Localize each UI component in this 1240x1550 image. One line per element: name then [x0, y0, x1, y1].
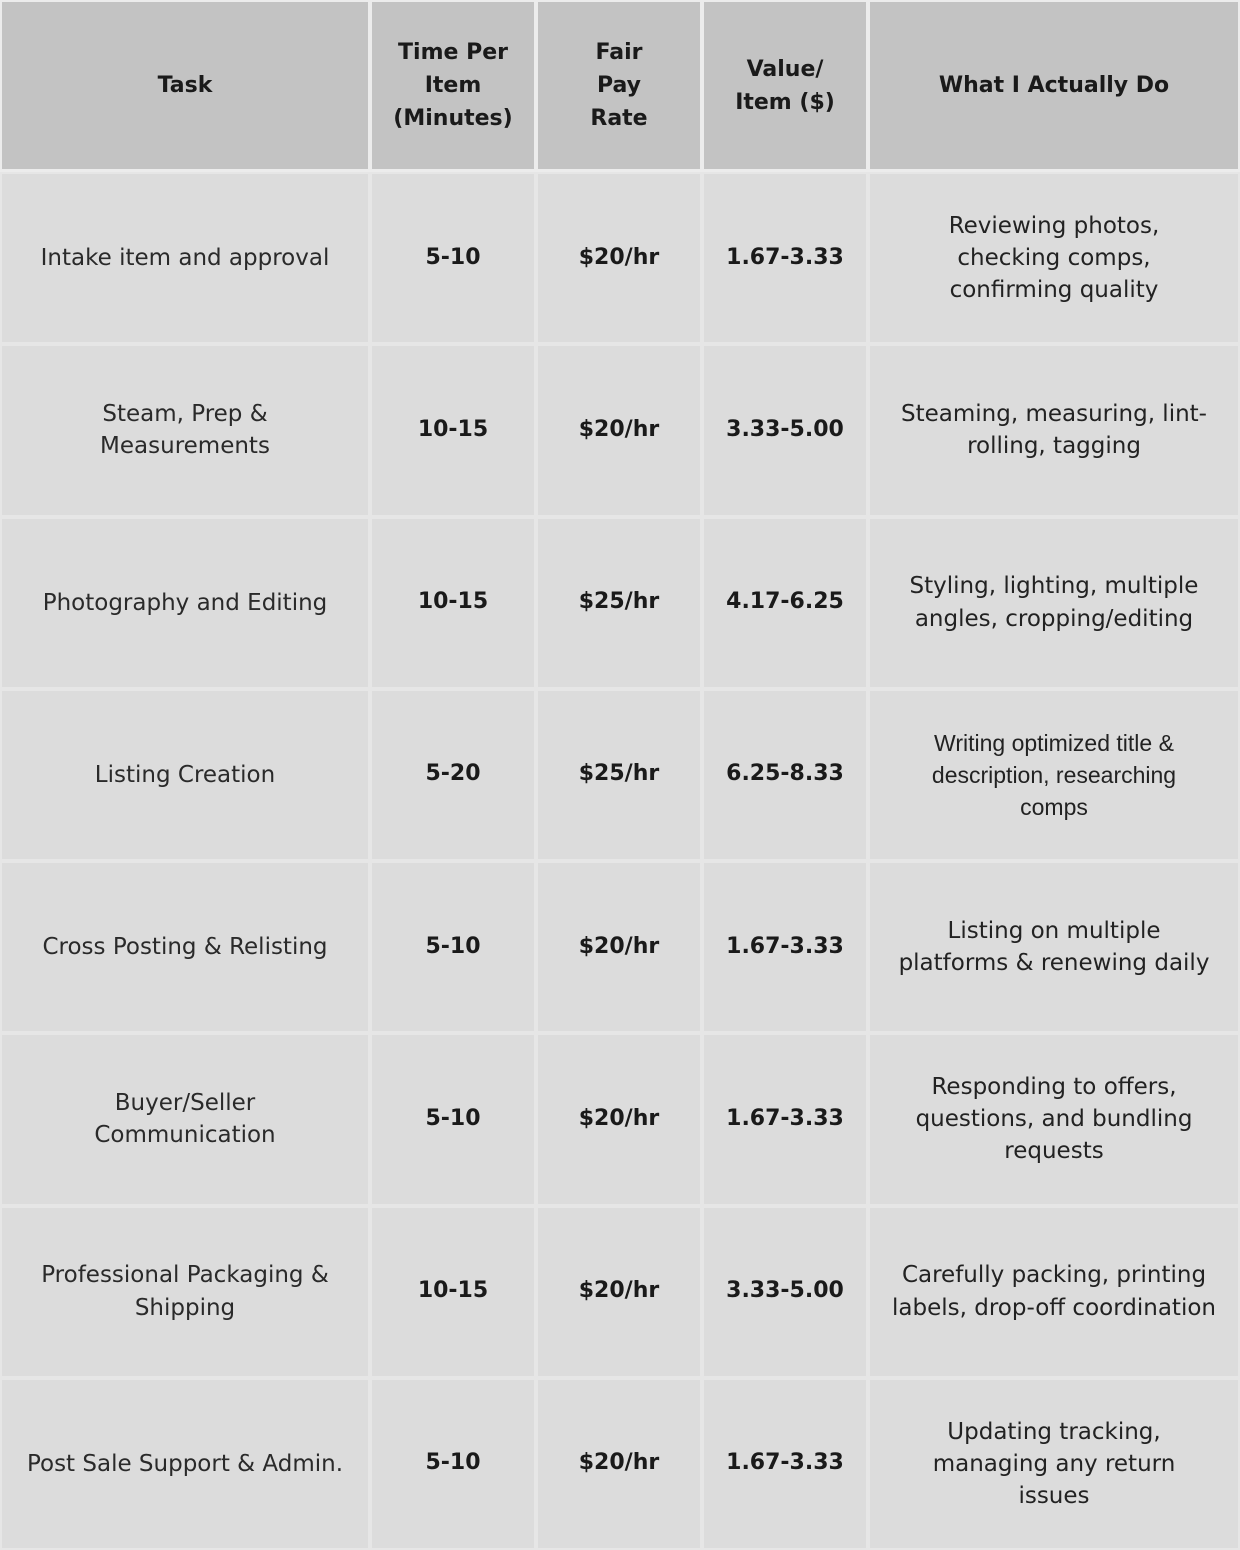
cell-time: 10-15 — [370, 1206, 536, 1378]
cell-actual: Steaming, measuring, lint-rolling, tagging — [868, 344, 1240, 516]
cell-value: 3.33-5.00 — [702, 344, 868, 516]
cell-value: 1.67-3.33 — [702, 861, 868, 1033]
cell-value: 1.67-3.33 — [702, 172, 868, 344]
cell-actual: Styling, lighting, multiple angles, cropping/editing — [868, 517, 1240, 689]
cell-time: 10-15 — [370, 517, 536, 689]
cell-rate: $20/hr — [536, 1206, 702, 1378]
cell-time: 5-10 — [370, 1378, 536, 1550]
cell-rate: $25/hr — [536, 517, 702, 689]
cell-task: Professional Packaging & Shipping — [0, 1206, 370, 1378]
cell-actual: Carefully packing, printing labels, drop-off coordination — [868, 1206, 1240, 1378]
header-what-i-actually-do: What I Actually Do — [868, 0, 1240, 172]
cell-value: 3.33-5.00 — [702, 1206, 868, 1378]
cell-value: 1.67-3.33 — [702, 1033, 868, 1205]
cell-rate: $20/hr — [536, 861, 702, 1033]
cell-time: 5-10 — [370, 861, 536, 1033]
cell-rate: $25/hr — [536, 689, 702, 861]
cell-rate: $20/hr — [536, 1033, 702, 1205]
cell-rate: $20/hr — [536, 344, 702, 516]
header-value-per-item: Value/ Item ($) — [702, 0, 868, 172]
cell-task: Steam, Prep & Measurements — [0, 344, 370, 516]
cell-actual: Responding to offers, questions, and bundling requests — [868, 1033, 1240, 1205]
cell-value: 1.67-3.33 — [702, 1378, 868, 1550]
cell-time: 5-20 — [370, 689, 536, 861]
cell-time: 10-15 — [370, 344, 536, 516]
cell-value: 4.17-6.25 — [702, 517, 868, 689]
cell-task: Buyer/Seller Communication — [0, 1033, 370, 1205]
cell-task: Cross Posting & Relisting — [0, 861, 370, 1033]
cell-actual: Updating tracking, managing any return issues — [868, 1378, 1240, 1550]
cell-rate: $20/hr — [536, 1378, 702, 1550]
cell-actual: Listing on multiple platforms & renewing daily — [868, 861, 1240, 1033]
cell-actual: Reviewing photos, checking comps, confirming quality — [868, 172, 1240, 344]
cell-time: 5-10 — [370, 1033, 536, 1205]
cell-rate: $20/hr — [536, 172, 702, 344]
header-time-per-item: Time Per Item (Minutes) — [370, 0, 536, 172]
cell-task: Photography and Editing — [0, 517, 370, 689]
cell-task: Listing Creation — [0, 689, 370, 861]
cell-value: 6.25-8.33 — [702, 689, 868, 861]
cell-actual: Writing optimized title & description, researching comps — [868, 689, 1240, 861]
header-fair-pay-rate: Fair Pay Rate — [536, 0, 702, 172]
cell-time: 5-10 — [370, 172, 536, 344]
header-task: Task — [0, 0, 370, 172]
cell-task: Intake item and approval — [0, 172, 370, 344]
cell-task: Post Sale Support & Admin. — [0, 1378, 370, 1550]
